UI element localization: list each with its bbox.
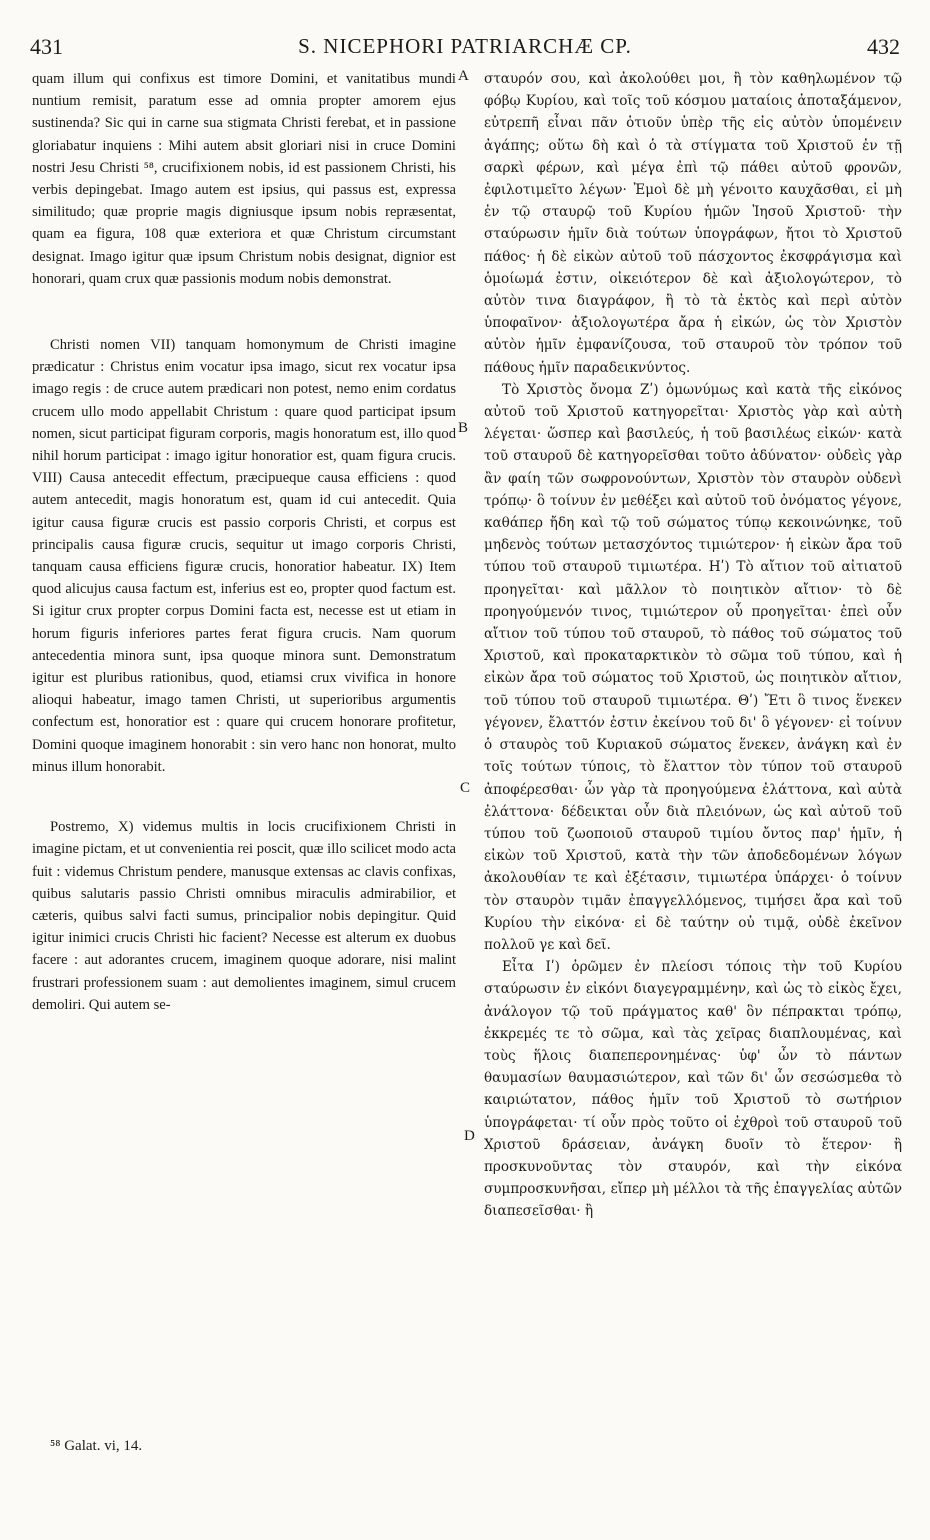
page-header [30, 34, 900, 64]
page-number-left: 431 [30, 34, 63, 59]
greek-paragraph-3: Εἶτα Ιʹ) ὁρῶμεν ἐν πλείοσι τόποις τὴν τοῦ Κυρίου σταύρωσιν ἐν εἰκόνι διαγεγραμμένην, καὶ ὡς τὸ εἰκὸς ἔχει, ἀνάλογον τῷ τοῦ πράγματος καθ' ὃν πέπρακται τρόπῳ, ἐκκρεμές τε τὸ σῶμα, καὶ τὰς χεῖρας διαπλουμένας, καὶ τοὺς ἥλοις διαπεπερονημένας· ὑφ' ὧν τὸ πάντων θαυμασίων θαυμασιώτερον, καὶ τῶν δι' ὧν σεσώσμεθα τὸ καιριώτατον, πάθος ἡμῖν τοῦ Χριστοῦ τὸ σωτήριον ὑπογράφεται· τί οὖν πρὸς τοῦτο οἱ ἐχθροὶ τοῦ σταυροῦ τοῦ Χριστοῦ δράσειαν, ἀνάγκη δυοῖν τὸ ἕτερον· ἢ προσκυνοῦντας τὸν σταυρόν, καὶ τὴν εἰκόνα συμπροσκυνῆσαι, εἴπερ μὴ μέλλοι τὰ τῆς ἐπαγγελίας αὐτῶν διαπεσεῖσθαι· ἢ [484, 959, 902, 1220]
section-marker-b: B [458, 420, 469, 436]
latin-column [32, 68, 456, 1016]
latin-paragraph-1: quam illum qui confixus est timore Domini, et vanitatibus mundi nuntium remisit, paratum esse ad omnia propter amorem ejus sustinenda? Sic qui in carne sua stigmata Christi ferebat, et in passione gloriabatur inquiens : Mihi autem absit gloriari nisi in cruce Domini nostri Jesu Christi ⁵⁸, crucifixionem nobis, id est passionem Christi, his verbis depingebat. Imago autem est ipsius, qui passus est, expressa similitudo; quæ proprie magis digniusque ipsum nobis repræsentat, quam ea figura, 108 quæ exteriora et quæ Christum circumstant designat. Imago igitur quæ ipsum Christum nobis designat, dignior est honorari, quam crux quæ passionis modum nobis demonstrat. [32, 71, 456, 287]
greek-paragraph-1: σταυρόν σου, καὶ ἀκολούθει μοι, ἢ τὸν καθηλωμένον τῷ φόβῳ Κυρίου, καὶ τοῖς τοῦ κόσμου ματαίοις ἀποταξάμενον, εὐτρεπῆ εἶναι πᾶν ὁτιοῦν ὑπὲρ τῆς εἰς αὐτὸν ὑπομένειν ἀγάπης; οὕτω δὴ καὶ ὁ τὰ στίγματα τοῦ Χριστοῦ ἐν τῇ σαρκὶ φέρων, καὶ μέγα ἐπὶ τῷ πάθει αὐτοῦ φρονῶν, ἐφιλοτιμεῖτο λέγων· Ἐμοὶ δὲ μὴ γένοιτο καυχᾶσθαι, εἰ μὴ ἐν τῷ σταυρῷ τοῦ Κυρίου ἡμῶν Ἰησοῦ Χριστοῦ· τὴν σταύρωσιν ἡμῖν διὰ τούτων ὑπογράφων, ἤτοι τὸ Χριστοῦ πάθος· ἡ δὲ εἰκὼν αὐτοῦ τοῦ πάσχοντος ἐκσφράγισμα καὶ ὁμοίωμά ἐστιν, οἰκειότερον δὲ καὶ ἀξιολογώτερον, τὸ αὐτὸν τινα διαγράφον, ἢ τὸ τὰ ἐκτὸς καὶ περὶ αὐτὸν ὑποφαῖνον· ἀξιολογωτέρα ἄρα ἡ εἰκών, ὡς τὸν Χριστὸν αὐτὸν ἡμῖν ἐμφανίζουσα, τοῦ σταυροῦ τὸν τρόπον τοῦ πάθους ἡμῖν παραδεικνύντος. [484, 71, 902, 376]
running-title: S. NICEPHORI PATRIARCHÆ CP. [298, 34, 632, 58]
page-number-right: 432 [867, 34, 900, 59]
greek-paragraph-2: Τὸ Χριστὸς ὄνομα Ζʹ) ὁμωνύμως καὶ κατὰ τῆς εἰκόνος αὐτοῦ τοῦ Χριστοῦ κατηγορεῖται· Χριστὸς γὰρ καὶ αὐτὴ λέγεται· ὥσπερ καὶ βασιλεύς, ἡ τοῦ βασιλέως εἰκών· κατὰ τοῦ σταυροῦ δὲ κατηγορεῖσθαι τοῦτο ἀδύνατον· οὐδεὶς γὰρ ἂν φαίη τῶν σωφρονούντων, Χριστὸν τὸν σταυρὸν οὐδενὶ τρόπῳ· ὃ τοίνυν ἐν μεθέξει καὶ αὐτοῦ τοῦ ὀνόματος γέγονε, καθάπερ ἤδη καὶ τῷ τοῦ σώματος τύπῳ κεκοινώνηκε, τοῦ μηδενὸς τούτων μετασχόντος τιμιώτερον· ἡ εἰκὼν ἄρα τοῦ τύπου τοῦ σταυροῦ τιμιωτέρα. Ηʹ) Τὸ αἴτιον τοῦ αἰτιατοῦ προηγεῖται· καὶ μᾶλλον τὸ ποιητικὸν αἴτιον· τὸ δὲ προηγούμενόν τινος, τιμιώτερον οὗ προηγεῖται· ἐπεὶ οὖν αἴτιον τοῦ τύπου τοῦ σταυροῦ, τὸ πάθος τοῦ σώματος τοῦ Χριστοῦ, καὶ προκαταρκτικὸν τὸ σῶμα τοῦ τύπου, καὶ ἡ εἰκὼν ἄρα τοῦ σώματος τοῦ Χριστοῦ, ὡς ποιητικὸν αἴτιον, τοῦ τύπου τοῦ σταυροῦ τιμιωτέρα. Θʹ) Ἔτι ὃ τινος ἕνεκεν γέγονεν, ἔλαττόν ἐστιν ἐκείνου τοῦ δι' ὃ γέγονεν· εἰ τοίνυν ὁ σταυρὸς τοῦ Κυριακοῦ σώματος ἕνεκεν, ἀνάγκη καὶ ἐν τοῖς τούτων τύποις, τὸ ἔλαττον τὸν τύπον τοῦ σταυροῦ ἀποφέρεσθαι· ὧν γὰρ τὰ προηγούμενα ἐλάττονα, καὶ αὐτὰ ἐλάττονα· δέδεικται οὖν διὰ πλειόνων, ὡς καὶ αὐτοῦ τοῦ τύπου τοῦ ζωοποιοῦ σταυροῦ τιμίου ὄντος παρ' ἡμῖν, ἡ εἰκὼν τοῦ Χριστοῦ, κατὰ τὴν τῶν ἀποδεδομένων λόγων ἀκολουθίαν τε καὶ ἐξέτασιν, τιμιωτέρα ὑπάρχει· ὁ τοίνυν τὸν σταυρὸν τιμᾶν ἐπαγγελλόμενος, τιμήσει ἄρα καὶ τοῦ Κυρίου τὴν εἰκόνα· εἰ δὲ ταύτην οὐ τιμᾷ, οὐδὲ ἐκεῖνον πολλοῦ γε καὶ δεῖ. [484, 381, 902, 953]
greek-column [484, 68, 902, 1223]
section-marker-c: C [460, 780, 471, 796]
footnote: ⁵⁸ Galat. vi, 14. [50, 1438, 143, 1454]
section-marker-d: D [464, 1128, 475, 1144]
section-marker-a: A [458, 68, 469, 84]
latin-paragraph-2: Christi nomen VII) tanquam homonymum de Christi imagine prædicatur : Christus enim vocatur ipsa imago, sicut rex vocatur ipsa imago regis : de cruce autem prædicari non potest, nemo enim cordatus crucem ullo modo appellabit Christum : quare quod participat ipsum nomen, sicut participat figuram corporis, magis honoratum est, illo quod nihil horum participat : imago igitur honoratior est, quam figura crucis. VIII) Causa antecedit effectum, præcipueque causa efficiens : quod autem antecedit, magis honoratum est, quam id cui antecedit. Quia igitur causa figuræ crucis est passio corporis Christi, et corpus est principalis causa figuræ crucis, sequitur ut imago corporis Christi, tanquam causa efficiens figuræ crucis, honoratior habeatur. IX) Item quod alicujus causa factum est, inferius est eo, propter quod factum est. Si igitur crux propter corpus Domini facta est, necesse est ut etiam in horum figuris inferiores partes ferat figura crucis. Nam quorum antecedentia minora sunt, ipsa quoque minora sunt. Demonstratum igitur est pluribus rationibus, quod, etiamsi crux vivifica in honore alioqui habeatur, imago tamen Christi, ut superioribus argumentis confectum est, honoratior est : quare qui crucem honorare profitetur, Domini quoque imaginem honorabit : sin vero hanc non honorat, multo minus illum honorabit. [32, 337, 456, 775]
latin-paragraph-3: Postremo, X) videmus multis in locis crucifixionem Christi in imagine pictam, et ut convenientia rei poscit, quæ illo scilicet modo acta fuit : videmus Christum pendere, manusque extensas ac clavis confixas, quibus salutaris passio Christi omnibus miraculis admirabilior, et cæteris, quibus salvi facti sumus, principalior nobis depingitur. Quid igitur inimici crucis Christi hic facient? Necesse est alterum ex duobus facere : aut adorantes crucem, imaginem quoque adorare, nisi malint frustrari professionem suam : aut demolientes imaginem, simul crucem demoliri. Qui autem se- [32, 819, 456, 1013]
